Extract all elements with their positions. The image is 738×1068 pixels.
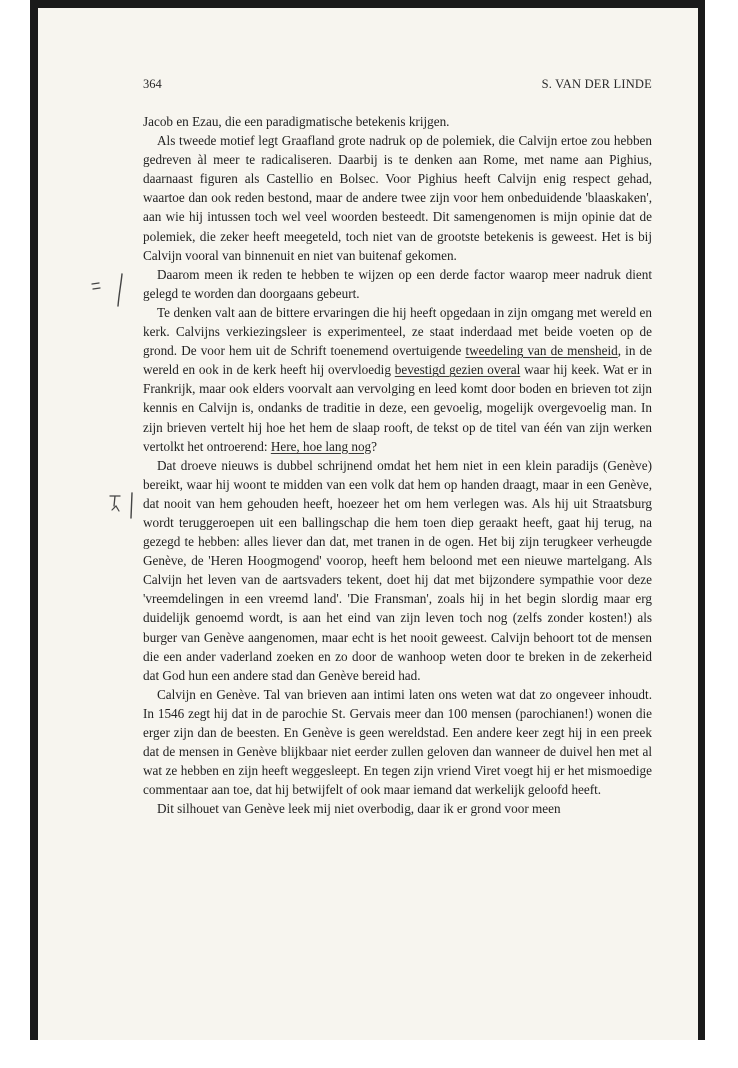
paragraph-1: Jacob en Ezau, die een paradigmatische betekenis krijgen. bbox=[143, 114, 450, 129]
scan-border-top bbox=[30, 0, 705, 8]
paragraph-4-text-a: Te denken valt aan de bittere ervaringen die hij heeft opgedaan in zijn omgang met wereld en kerk. Calvijns verkiezingsleer is experimenteel, ze staat inderdaad met beide voeten op de grond. De voor hem uit de Schrift toenemend overtuigende bbox=[143, 304, 652, 359]
underline-here-hoe-lang-nog: Here, hoe lang nog bbox=[270, 438, 372, 454]
paragraph-6: Calvijn en Genève. Tal van brieven aan intimi laten ons weten wat dat zo ongeveer inhoudt. In 1546 zegt hij dat in de parochie St. Gervais meer dan 100 mensen (parochianen!) wonen die erger zijn dan de beesten. En Genève is geen wereldstad. Een andere keer zegt hij in een preek dat de mensen in Genève blijkbaar niet eerder zullen geloven dan wanneer de duivel hen met al wat ze hebben en zijn heeft weggesleept. En tegen zijn vriend Viret voegt hij er het mismoedige commentaar aan toe, dat hij betwijfelt of ook maar iemand dat werkelijk geloofd heeft. bbox=[143, 686, 652, 798]
page-number: 364 bbox=[143, 77, 162, 91]
paragraph-4 bbox=[143, 303, 652, 456]
paragraph-5: Dat droeve nieuws is dubbel schrijnend omdat het hem niet in een klein paradijs (Genève) bereikt, waar hij woont te midden van een volk dat hem op handen draagt, maar in een Genève, dat nooit van hem gehouden heeft, hoezeer het om hem verlegen was. Als hij uit Straatsburg wordt teruggeroepen uit een ballingschap die hem toen diep geraakt heeft, gaat hij terug, na gezegd te hebben: alles liever dan dat, met tranen in de ogen. Het bij zijn terugkeer verheugde Genève, de 'Heren Hoogmogend' voorop, heeft hem beloond met een nieuwe martelgang. Als Calvijn het leven van de aartsvaders tekent, doet hij dat met bijzondere sympathie voor deze 'vreemdelingen in een vreemd land'. 'Die Fransman', zoals hij in het begin slordig maar erg duidelijk genoemd wordt, is aan het eind van zijn leven toch nog (zelfs zonder kosten!) als burger van Genève aangenomen, maar echt is het nooit geweest. Calvijn behoort tot de mensen die een ander vaderland zoeken en zo door de wanhoop weten door te breken in de zekerheid dat God hun een andere stad dan Genève bereid had. bbox=[143, 457, 652, 683]
scan-border-left bbox=[30, 0, 38, 1040]
scan-border-right bbox=[698, 0, 705, 1040]
body-text bbox=[143, 112, 652, 818]
pencil-margin-mark-1 bbox=[86, 264, 136, 314]
paragraph-4-text-c: waar hij keek. Wat er in Frankrijk, maar ook elders voorvalt aan vervolging en leed komt door boden en brieven tot zijn kennis en Calvijn is, ondanks de traditie in deze, een gevoelig, mogelijk overgevoelig man. In zijn brieven vertelt hij hoe het hem de slaap rooft, de tekst op de titel van één van zijn werken vertolkt het ontroerend: bbox=[143, 362, 652, 454]
paragraph-4-text-d: ? bbox=[371, 438, 378, 454]
pencil-margin-mark-2 bbox=[104, 488, 144, 524]
paragraph-2: Als tweede motief legt Graafland grote nadruk op de polemiek, die Calvijn ertoe zou hebben gedreven àl meer te radicaliseren. Daarbij is te denken aan Rome, met name aan Pighius, daarnaast figuren als Castellio en Bolsec. Voor Pighius heeft Calvijn enig respect gehad, waartoe dan ook reden bestond, maar de andere twee zijn voor hem onbeduidende 'blaaskaken', aan wie hij intussen toch wel veel woorden besteedt. Dit samengenomen is mijn opinie dat de polemiek, die zeker heeft meegeteld, toch niet van de grootste betekenis is geweest. Het is bij Calvijn vooral van binnenuit en niet van buitenaf gekomen. bbox=[143, 133, 652, 263]
paragraph-3: Daarom meen ik reden te hebben te wijzen op een derde factor waarop meer nadruk dient gelegd te worden dan doorgaans gebeurt. bbox=[143, 266, 652, 301]
running-head-author: S. VAN DER LINDE bbox=[541, 77, 652, 91]
paragraph-4-text-b: , in de wereld en ook in de kerk heeft hij overvloedig bbox=[143, 343, 652, 378]
paragraph-7: Dit silhouet van Genève leek mij niet overbodig, daar ik er grond voor meen bbox=[157, 801, 561, 817]
running-head bbox=[143, 77, 652, 95]
underline-bevestigd: bevestigd gezien overal bbox=[394, 362, 521, 378]
underline-tweedeling: tweedeling van de mensheid bbox=[465, 343, 618, 359]
